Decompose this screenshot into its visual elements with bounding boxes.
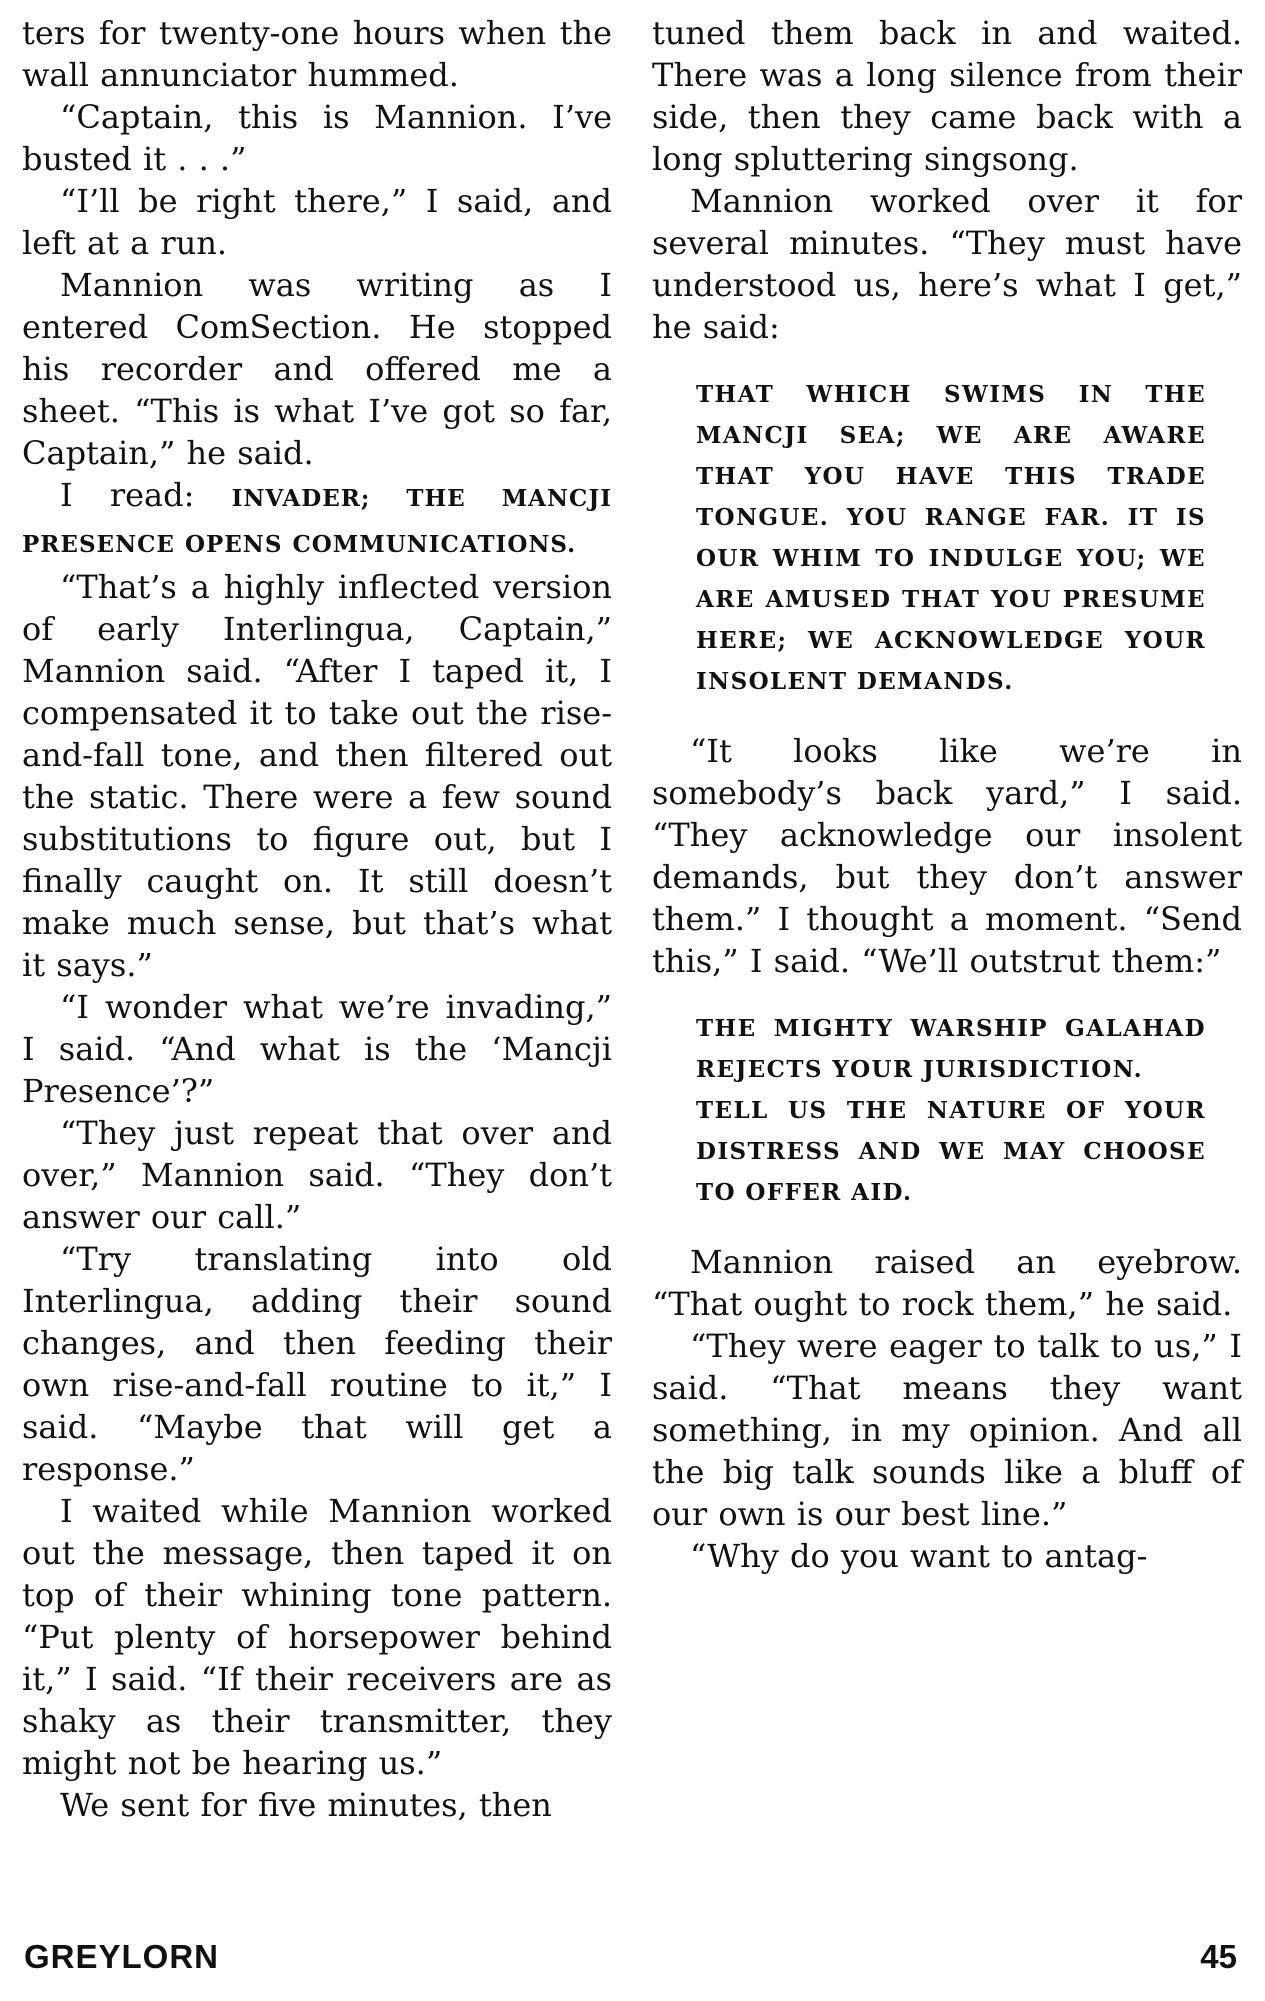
paragraph: Mannion raised an eyebrow. “That ought to rock them,” he said. <box>652 1243 1242 1323</box>
mancji-message-block: THAT WHICH SWIMS IN THE MANCJI SEA; WE ARE AWARE THAT YOU HAVE THIS TRADE TONGUE. YOU RANGE FAR. IT IS OUR WHIM TO INDULGE YOU; WE ARE AMUSED THAT YOU PRESUME HERE; WE ACKNOWLEDGE YOUR INSOLENT DEMANDS. <box>696 381 1206 695</box>
paragraph: Mannion was writing as I entered ComSection. He stopped his recorder and offered me a sheet. “This is what I’ve got so far, Captain,” he said. <box>22 266 612 472</box>
paragraph: “Captain, this is Mannion. I’ve busted it . . .” <box>22 98 612 178</box>
paragraph: “Why do you want to antag- <box>690 1537 1148 1575</box>
right-column <box>652 12 1242 1577</box>
message-line: THE MIGHTY WARSHIP GALAHAD REJECTS YOUR JURISDICTION. <box>696 1015 1206 1083</box>
message-caps: INVADER; THE MANCJI PRESENCE OPENS COMMUNICATIONS. <box>22 485 612 558</box>
paragraph: “They were eager to talk to us,” I said. “That means they want something, in my opinion. And all the big talk sounds like a bluff of our own is our best line.” <box>652 1327 1242 1533</box>
paragraph: tuned them back in and waited. There was a long silence from their side, then they came back with a long spluttering singsong. <box>652 14 1242 178</box>
galahad-message-block <box>696 1008 1206 1213</box>
paragraph: “Try translating into old Interlingua, adding their sound changes, and then feeding their own rise-and-fall routine to it,” I said. “Maybe that will get a response.” <box>22 1240 612 1488</box>
read-lead: I read: <box>60 476 232 514</box>
paragraph: “They just repeat that over and over,” Mannion said. “They don’t answer our call.” <box>22 1114 612 1236</box>
paragraph: Mannion worked over it for several minutes. “They must have understood us, here’s what I get,” he said: <box>652 182 1242 346</box>
paragraph: We sent for five minutes, then <box>60 1786 552 1824</box>
paragraph: “It looks like we’re in somebody’s back yard,” I said. “They acknowledge our insolent demands, but they don’t answer them.” I thought a moment. “Send this,” I said. “We’ll outstrut them:” <box>652 732 1242 980</box>
paragraph: “That’s a highly inflected version of early Interlingua, Captain,” Mannion said. “After I taped it, I compensated it to take out the rise-and-fall tone, and then filtered out the static. There were a few sound substitutions to figure out, but I finally caught on. It still doesn’t make much sense, but that’s what it says.” <box>22 568 612 984</box>
paragraph: “I’ll be right there,” I said, and left at a run. <box>22 182 612 262</box>
paragraph-read <box>22 474 612 566</box>
running-footer-title: GREYLORN <box>24 1938 220 1975</box>
message-line: TELL US THE NATURE OF YOUR DISTRESS AND WE MAY CHOOSE TO OFFER AID. <box>696 1097 1206 1206</box>
left-column <box>22 12 612 1826</box>
paragraph: “I wonder what we’re invading,” I said. “And what is the ‘Mancji Presence’?” <box>22 988 612 1110</box>
paragraph: ters for twenty-one hours when the wall annunciator hummed. <box>22 14 612 94</box>
page-number: 45 <box>1200 1938 1237 1975</box>
paragraph: I waited while Mannion worked out the message, then taped it on top of their whining tone pattern. “Put plenty of horsepower behind it,” I said. “If their receivers are as shaky as their transmitter, they might not be hearing us.” <box>22 1492 612 1782</box>
